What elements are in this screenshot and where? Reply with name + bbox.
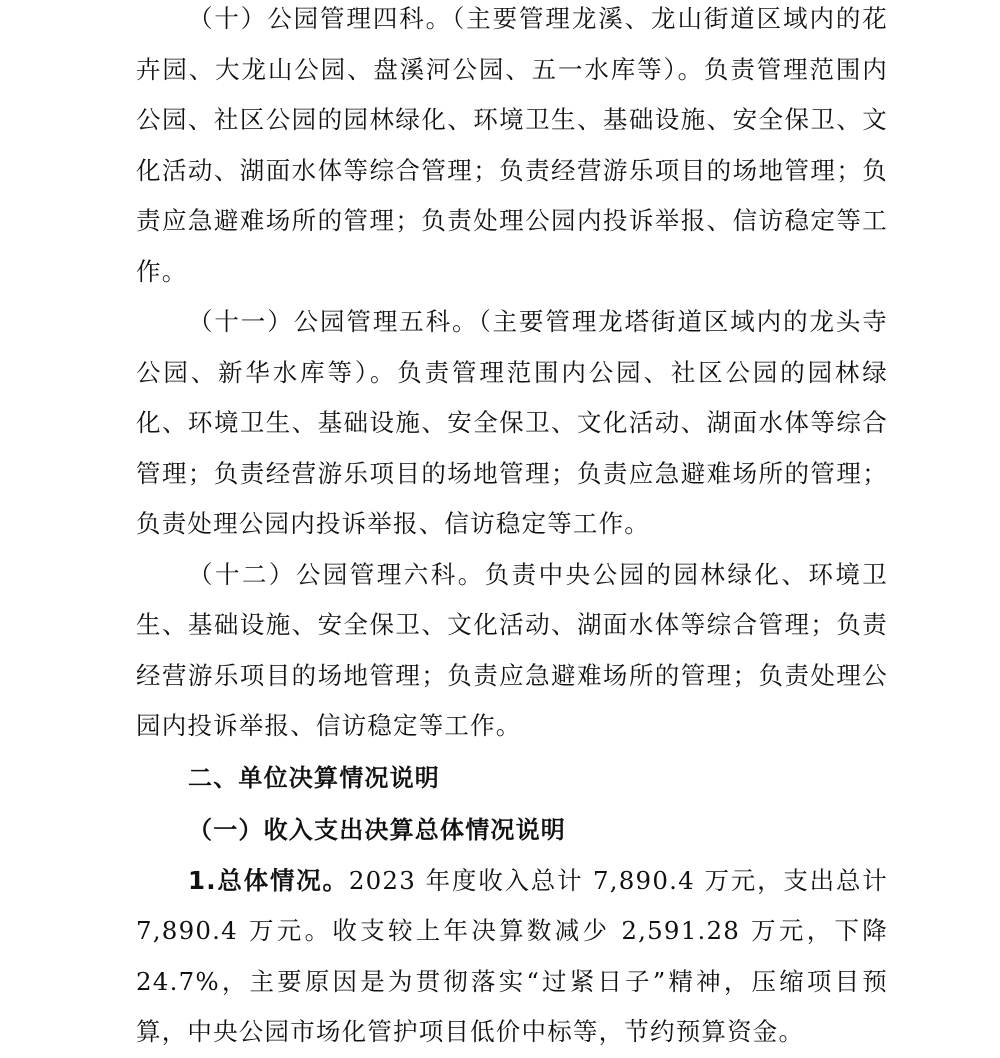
- paragraph-park-section-4: （十）公园管理四科。（主要管理龙溪、龙山街道区域内的花卉园、大龙山公园、盘溪河公园、五一水库等）。负责管理范围内公园、社区公园的园林绿化、环境卫生、基础设施、安全保卫、文化活动、湖面水体等综合管理；负责经营游乐项目的场地管理；负责应急避难场所的管理；负责处理公园内投诉举报、信访稳定等工作。: [136, 4, 888, 286]
- overall-text: 2023 年度收入总计 7,890.4 万元，支出总计 7,890.4 万元。收支较上年决算数减少 2,591.28 万元，下降 24.7%，主要原因是为贯彻落实“过紧日子”精神，压缩项目预算，中央公园市场化管护项目低价中标等，节约预算资金。: [136, 865, 888, 1046]
- subsection-heading: （一）收入支出决算总体情况说明: [188, 814, 566, 844]
- section-heading: 二、单位决算情况说明: [188, 763, 440, 792]
- document-page: [136, 0, 888, 1058]
- overall-lead: 1.总体情况。: [188, 865, 349, 895]
- paragraph-park-section-6: （十二）公园管理六科。负责中央公园的园林绿化、环境卫生、基础设施、安全保卫、文化活动、湖面水体等综合管理；负责经营游乐项目的场地管理；负责应急避难场所的管理；负责处理公园内投诉举报、信访稳定等工作。: [136, 559, 888, 740]
- paragraph-overall-situation: [136, 856, 888, 1058]
- paragraph-park-section-5: （十一）公园管理五科。（主要管理龙塔街道区域内的龙头寺公园、新华水库等）。负责管理范围内公园、社区公园的园林绿化、环境卫生、基础设施、安全保卫、文化活动、湖面水体等综合管理；负责经营游乐项目的场地管理；负责应急避难场所的管理；负责处理公园内投诉举报、信访稳定等工作。: [136, 307, 888, 538]
